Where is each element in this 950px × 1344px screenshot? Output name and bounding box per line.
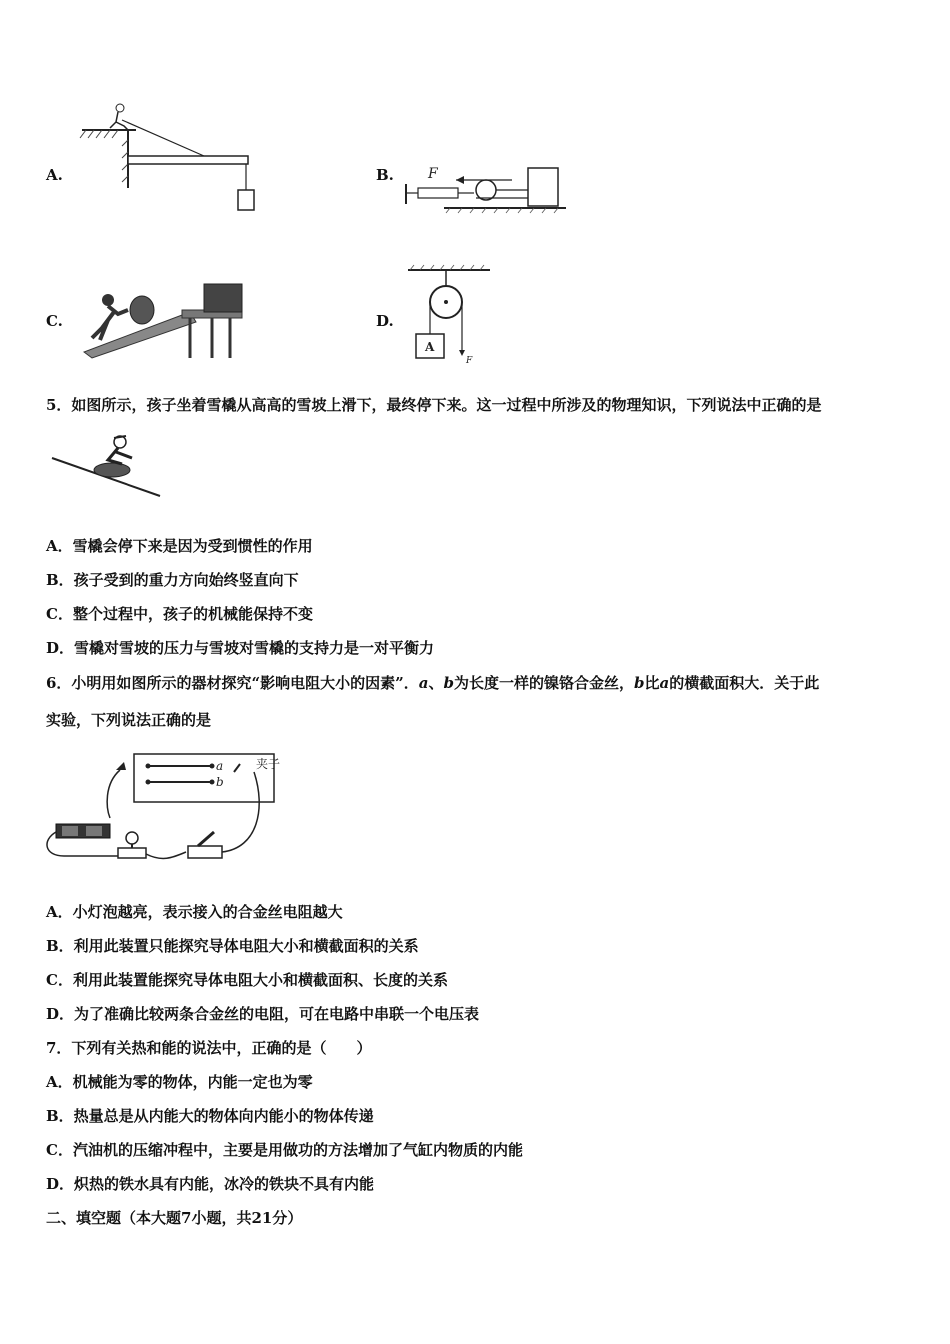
q5-option-b: B．孩子受到的重力方向始终竖直向下 — [46, 571, 299, 589]
q5-option-c: C．整个过程中，孩子的机械能保持不变 — [46, 605, 313, 623]
q5-option-d: D．雪橇对雪坡的压力与雪坡对雪橇的支持力是一对平衡力 — [46, 639, 435, 657]
q5-figure-sled — [50, 428, 166, 502]
q5-stem: 5．如图所示，孩子坐着雪橇从高高的雪坡上滑下，最终停下来。这一过程中所涉及的物理知识，下列说法中正确的是 — [46, 396, 822, 414]
q7-option-d: D．炽热的铁水具有内能，冰冷的铁块不具有内能 — [46, 1175, 375, 1193]
wire-b-label: b — [216, 775, 224, 789]
q7-option-a: A．机械能为零的物体，内能一定也为零 — [46, 1073, 313, 1091]
q6-option-d: D．为了准确比较两条合金丝的电阻，可在电路中串联一个电压表 — [46, 1005, 480, 1023]
q7-option-c: C．汽油机的压缩冲程中，主要是用做功的方法增加了气缸内物质的内能 — [46, 1141, 523, 1159]
q4-option-c-label: C. — [46, 312, 63, 330]
wire-a-label: a — [216, 759, 224, 773]
q6-figure-circuit — [44, 748, 294, 870]
q4-option-b-label: B. — [376, 166, 394, 184]
q4-figure-c-ramp — [78, 280, 258, 360]
q6-option-a: A．小灯泡越亮，表示接入的合金丝电阻越大 — [46, 903, 343, 921]
q6-stem-line2: 实验，下列说法正确的是 — [46, 711, 212, 729]
q4-figure-d-fixed-pulley — [404, 262, 504, 366]
force-f-label: F — [466, 356, 473, 366]
q6-stem: 6．小明用如图所示的器材探究“影响电阻大小的因素”．a、b为长度一样的镍铬合金丝，b比a的横截面积大．关于此 — [46, 674, 820, 692]
q7-stem: 7．下列有关热和能的说法中，正确的是（ ） — [46, 1039, 372, 1057]
block-a-label: A — [425, 340, 435, 354]
q6-option-c: C．利用此装置能探究导体电阻大小和横截面积、长度的关系 — [46, 971, 448, 989]
q5-option-a: A．雪橇会停下来是因为受到惯性的作用 — [46, 537, 313, 555]
q7-option-b: B．热量总是从内能大的物体向内能小的物体传递 — [46, 1107, 374, 1125]
q4-option-d-label: D. — [376, 312, 394, 330]
q4-figure-a-lever — [78, 98, 268, 218]
q4-option-a-label: A. — [46, 166, 63, 184]
q4-figure-b-pulley-pull — [400, 158, 570, 218]
clip-label: 夹子 — [256, 757, 281, 771]
section-2-title: 二、填空题（本大题7小题，共21分） — [46, 1209, 303, 1227]
q6-option-b: B．利用此装置只能探究导体电阻大小和横截面积的关系 — [46, 937, 419, 955]
force-f-label: F — [428, 166, 438, 182]
